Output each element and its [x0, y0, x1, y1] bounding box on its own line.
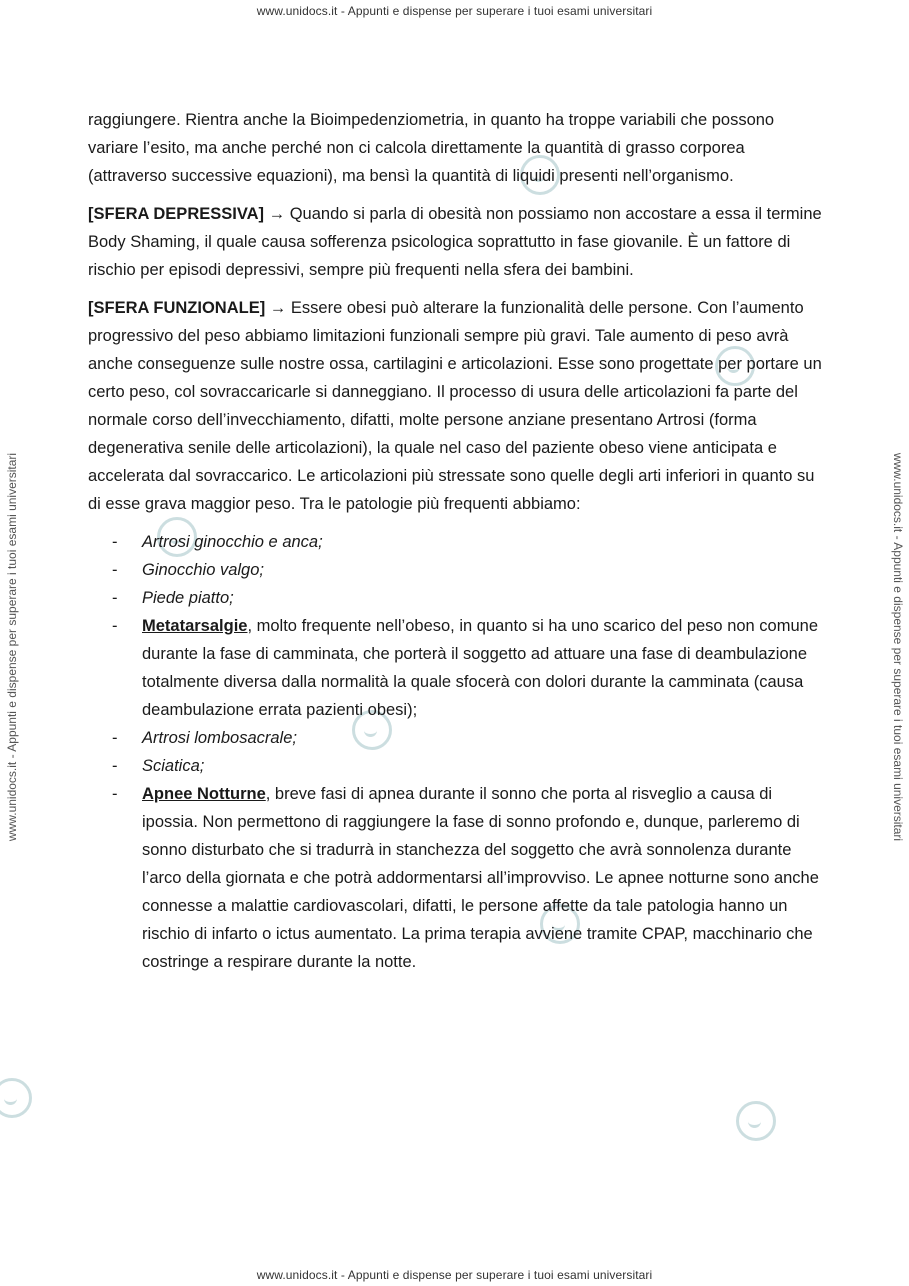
list-dash: -	[112, 785, 118, 803]
list-item-key-term: Metatarsalgie	[142, 617, 248, 635]
list-item	[88, 724, 828, 752]
list-dash: -	[112, 561, 118, 579]
list-item-text: Sciatica;	[142, 757, 205, 775]
list-item-text: Ginocchio valgo;	[142, 561, 264, 579]
header-watermark	[0, 4, 909, 18]
list-item-text: , breve fasi di apnea durante il sonno che porta al risveglio a causa di ipossia. Non permettono di raggiungere la fase di sonno profondo e, dunque, parleremo di sonno disturbato che si tradurrà in stanchezza del soggetto che avrà sonnolenza durante l’arco della giornata e che potrà addormentarsi all’improvviso. Le apnee notturne sono anche connesse a malattie cardiovascolari, difatti, le persone affette da tale patologia hanno un rischio di infarto o ictus aumentato. La prima terapia avviene tramite CPAP, macchinario che costringe a respirare durante la notte.	[142, 785, 819, 971]
list-item	[88, 752, 828, 780]
document-body	[88, 106, 828, 976]
paragraph-functional-text: Essere obesi può alterare la funzionalità delle persone. Con l’aumento progressivo del peso abbiamo limitazioni funzionali sempre più gravi. Tale aumento di peso avrà anche conseguenze sulle nostre ossa, cartilagini e articolazioni. Esse sono progettate per portare un certo peso, col sovraccaricarle si danneggiano. Il processo di usura delle articolazioni fa parte del normale corso dell’invecchiamento, difatti, molte persone anziane presentano Artrosi (forma degenerativa senile delle articolazioni), la quale nel caso del paziente obeso viene anticipata e accelerata dal sovraccarico. Le articolazioni più stressate sono quelle degli arti inferiori in quanto su di esse grava maggior peso. Tra le patologie più frequenti abbiamo:	[88, 299, 822, 513]
list-dash: -	[112, 617, 118, 635]
unidocs-logo-icon	[736, 1101, 776, 1141]
list-item	[88, 612, 828, 724]
arrow-icon: →	[264, 205, 290, 223]
paragraph-bioimpedance: raggiungere. Rientra anche la Bioimpedenziometria, in quanto ha troppe variabili che possono variare l’esito, ma anche perché non ci calcola direttamente la quantità di grasso corporea (attraverso successive equazioni), ma bensì la quantità di liquidi presenti nell’organismo.	[88, 111, 775, 185]
list-item	[88, 528, 828, 556]
list-dash: -	[112, 533, 118, 551]
right-side-watermark-text: www.unidocs.it - Appunti e dispense per superare i tuoi esami universitari	[891, 452, 905, 842]
list-item	[88, 584, 828, 612]
pathology-list	[88, 528, 828, 976]
list-item-text: Piede piatto;	[142, 589, 234, 607]
footer-watermark-text: www.unidocs.it - Appunti e dispense per superare i tuoi esami universitari	[256, 1268, 653, 1282]
paragraph-depressive	[88, 200, 828, 284]
list-dash: -	[112, 757, 118, 775]
unidocs-logo-icon	[0, 1078, 32, 1118]
right-side-watermark	[891, 453, 905, 841]
list-item-key-term: Apnee Notturne	[142, 785, 266, 803]
footer-watermark	[0, 1268, 909, 1282]
left-side-watermark-text: www.unidocs.it - Appunti e dispense per superare i tuoi esami universitari	[5, 452, 19, 842]
section-label-depressive: [SFERA DEPRESSIVA]	[88, 205, 265, 223]
list-item-text: , molto frequente nell’obeso, in quanto si ha uno scarico del peso non comune durante la fase di camminata, che porterà il soggetto ad attuare una fase di deambulazione totalmente diversa dalla normalità la quale sfocerà con dolori durante la camminata (causa deambulazione errata pazienti obesi);	[142, 617, 819, 719]
list-item	[88, 780, 828, 976]
paragraph-depressive-text: Quando si parla di obesità non possiamo non accostare a essa il termine Body Shaming, il quale causa sofferenza psicologica soprattutto in fase giovanile. È un fattore di rischio per episodi depressivi, sempre più frequenti nella sfera dei bambini.	[88, 205, 822, 279]
list-item-text: Artrosi lombosacrale;	[142, 729, 297, 747]
header-watermark-text: www.unidocs.it - Appunti e dispense per superare i tuoi esami universitari	[256, 4, 653, 18]
list-item	[88, 556, 828, 584]
left-side-watermark	[5, 453, 19, 841]
list-dash: -	[112, 729, 118, 747]
section-label-functional: [SFERA FUNZIONALE]	[88, 299, 266, 317]
paragraph-functional	[88, 294, 828, 518]
list-item-text: Artrosi ginocchio e anca;	[142, 533, 323, 551]
list-dash: -	[112, 589, 118, 607]
arrow-icon: →	[265, 299, 291, 317]
